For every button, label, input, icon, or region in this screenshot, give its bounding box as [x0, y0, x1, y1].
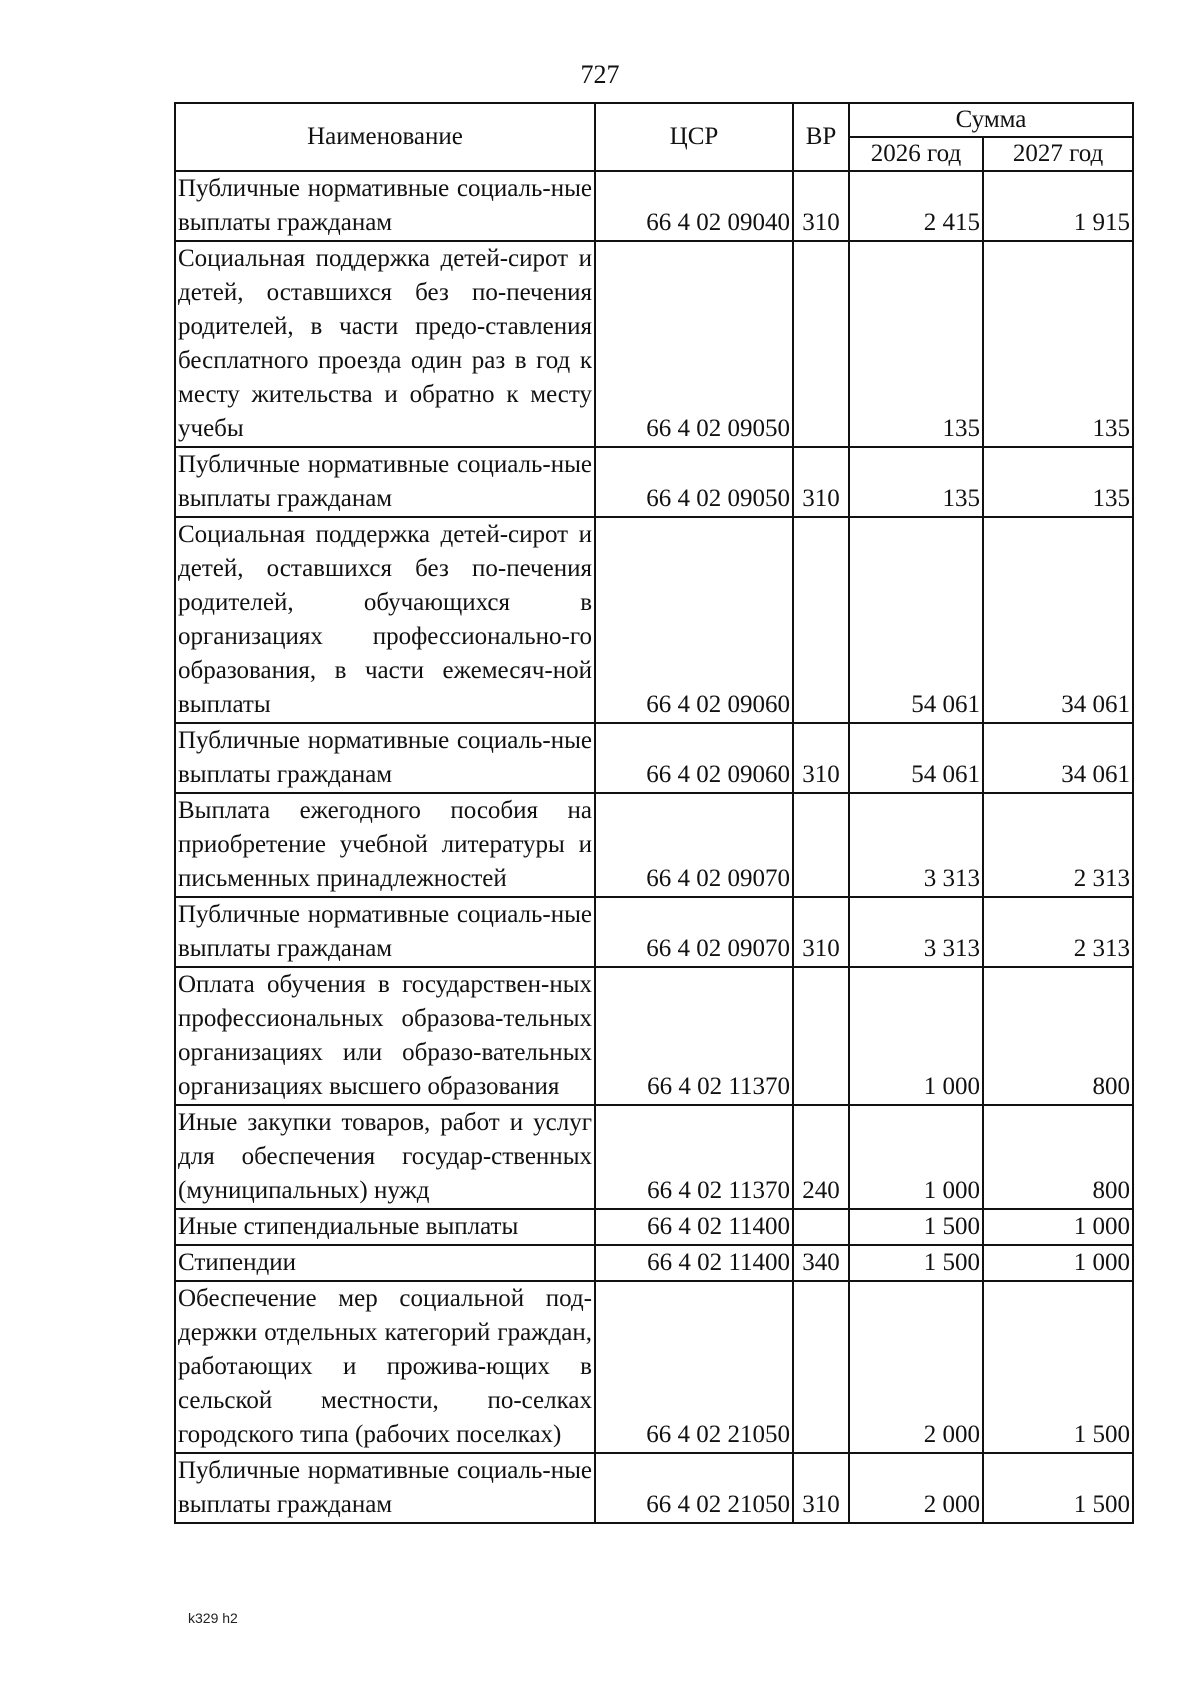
- table-row: [175, 967, 1133, 1105]
- row-vr-cell: 310: [793, 171, 849, 241]
- row-name-cell: Публичные нормативные социаль-ные выплаты гражданам: [175, 723, 595, 793]
- row-2027-cell: 1 915: [983, 171, 1133, 241]
- table-row: [175, 171, 1133, 241]
- header-csr: ЦСР: [595, 103, 793, 171]
- row-2026-cell: 54 061: [849, 517, 983, 723]
- table-row: [175, 1453, 1133, 1523]
- row-2027-cell: 1 500: [983, 1281, 1133, 1453]
- row-vr-cell: 240: [793, 1105, 849, 1209]
- row-csr-cell: 66 4 02 09050: [595, 241, 793, 447]
- row-2027-cell: 800: [983, 967, 1133, 1105]
- row-2027-cell: 800: [983, 1105, 1133, 1209]
- row-2026-cell: 135: [849, 241, 983, 447]
- row-name-cell: Социальная поддержка детей-сирот и детей, оставшихся без по-печения родителей, в части предо-ставления бесплатного проезда один раз в год к месту жительства и обратно к месту учебы: [175, 241, 595, 447]
- table-row: [175, 1105, 1133, 1209]
- row-vr-cell: [793, 517, 849, 723]
- row-csr-cell: 66 4 02 09040: [595, 171, 793, 241]
- row-name-cell: Публичные нормативные социаль-ные выплаты гражданам: [175, 1453, 595, 1523]
- row-2027-cell: 1 000: [983, 1245, 1133, 1281]
- row-name-cell: Выплата ежегодного пособия на приобретение учебной литературы и письменных принадлежностей: [175, 793, 595, 897]
- table-row: [175, 1245, 1133, 1281]
- row-2027-cell: 2 313: [983, 793, 1133, 897]
- header-sum: Сумма: [849, 103, 1133, 137]
- row-vr-cell: 310: [793, 897, 849, 967]
- row-vr-cell: [793, 241, 849, 447]
- row-2026-cell: 2 000: [849, 1281, 983, 1453]
- row-2027-cell: 1 000: [983, 1209, 1133, 1245]
- footer-code: k329 h2: [188, 1610, 238, 1626]
- row-2027-cell: 34 061: [983, 723, 1133, 793]
- row-name-cell: Оплата обучения в государствен-ных профессиональных образова-тельных организациях или образо-вательных организациях высшего образования: [175, 967, 595, 1105]
- table-row: [175, 723, 1133, 793]
- budget-table-container: [174, 102, 1132, 1524]
- row-vr-cell: [793, 1209, 849, 1245]
- row-vr-cell: [793, 1281, 849, 1453]
- row-2026-cell: 3 313: [849, 793, 983, 897]
- table-row: [175, 897, 1133, 967]
- row-2027-cell: 1 500: [983, 1453, 1133, 1523]
- row-2026-cell: 1 000: [849, 967, 983, 1105]
- row-csr-cell: 66 4 02 11400: [595, 1209, 793, 1245]
- row-csr-cell: 66 4 02 11370: [595, 967, 793, 1105]
- row-vr-cell: [793, 793, 849, 897]
- row-2026-cell: 54 061: [849, 723, 983, 793]
- row-name-cell: Публичные нормативные социаль-ные выплаты гражданам: [175, 447, 595, 517]
- header-name: Наименование: [175, 103, 595, 171]
- header-vr: ВР: [793, 103, 849, 171]
- row-name-cell: Иные стипендиальные выплаты: [175, 1209, 595, 1245]
- row-csr-cell: 66 4 02 11400: [595, 1245, 793, 1281]
- row-csr-cell: 66 4 02 09060: [595, 517, 793, 723]
- row-2027-cell: 2 313: [983, 897, 1133, 967]
- row-2026-cell: 1 500: [849, 1209, 983, 1245]
- row-2026-cell: 135: [849, 447, 983, 517]
- row-2027-cell: 135: [983, 241, 1133, 447]
- header-year-2027: 2027 год: [983, 137, 1133, 171]
- row-csr-cell: 66 4 02 09050: [595, 447, 793, 517]
- row-name-cell: Социальная поддержка детей-сирот и детей, оставшихся без по-печения родителей, обучающихся в организациях профессионально-го образования, в части ежемесяч-ной выплаты: [175, 517, 595, 723]
- table-row: [175, 1281, 1133, 1453]
- row-vr-cell: 310: [793, 1453, 849, 1523]
- row-vr-cell: 340: [793, 1245, 849, 1281]
- row-2026-cell: 3 313: [849, 897, 983, 967]
- row-name-cell: Стипендии: [175, 1245, 595, 1281]
- table-row: [175, 241, 1133, 447]
- row-vr-cell: 310: [793, 447, 849, 517]
- row-csr-cell: 66 4 02 09070: [595, 793, 793, 897]
- row-csr-cell: 66 4 02 21050: [595, 1453, 793, 1523]
- row-csr-cell: 66 4 02 21050: [595, 1281, 793, 1453]
- table-row: [175, 447, 1133, 517]
- header-year-2026: 2026 год: [849, 137, 983, 171]
- row-csr-cell: 66 4 02 11370: [595, 1105, 793, 1209]
- row-vr-cell: 310: [793, 723, 849, 793]
- row-name-cell: Иные закупки товаров, работ и услуг для обеспечения государ-ственных (муниципальных) нужд: [175, 1105, 595, 1209]
- row-2027-cell: 34 061: [983, 517, 1133, 723]
- row-name-cell: Публичные нормативные социаль-ные выплаты гражданам: [175, 897, 595, 967]
- row-2026-cell: 2 000: [849, 1453, 983, 1523]
- budget-table: [174, 102, 1134, 1524]
- row-name-cell: Публичные нормативные социаль-ные выплаты гражданам: [175, 171, 595, 241]
- row-2026-cell: 1 000: [849, 1105, 983, 1209]
- row-2026-cell: 1 500: [849, 1245, 983, 1281]
- table-body: [175, 171, 1133, 1523]
- row-vr-cell: [793, 967, 849, 1105]
- table-row: [175, 517, 1133, 723]
- page-number: 727: [580, 60, 620, 89]
- row-csr-cell: 66 4 02 09070: [595, 897, 793, 967]
- row-name-cell: Обеспечение мер социальной под-держки отдельных категорий граждан, работающих и прожива-ющих в сельской местности, по-селках городского типа (рабочих поселках): [175, 1281, 595, 1453]
- table-row: [175, 1209, 1133, 1245]
- row-csr-cell: 66 4 02 09060: [595, 723, 793, 793]
- row-2026-cell: 2 415: [849, 171, 983, 241]
- table-row: [175, 793, 1133, 897]
- row-2027-cell: 135: [983, 447, 1133, 517]
